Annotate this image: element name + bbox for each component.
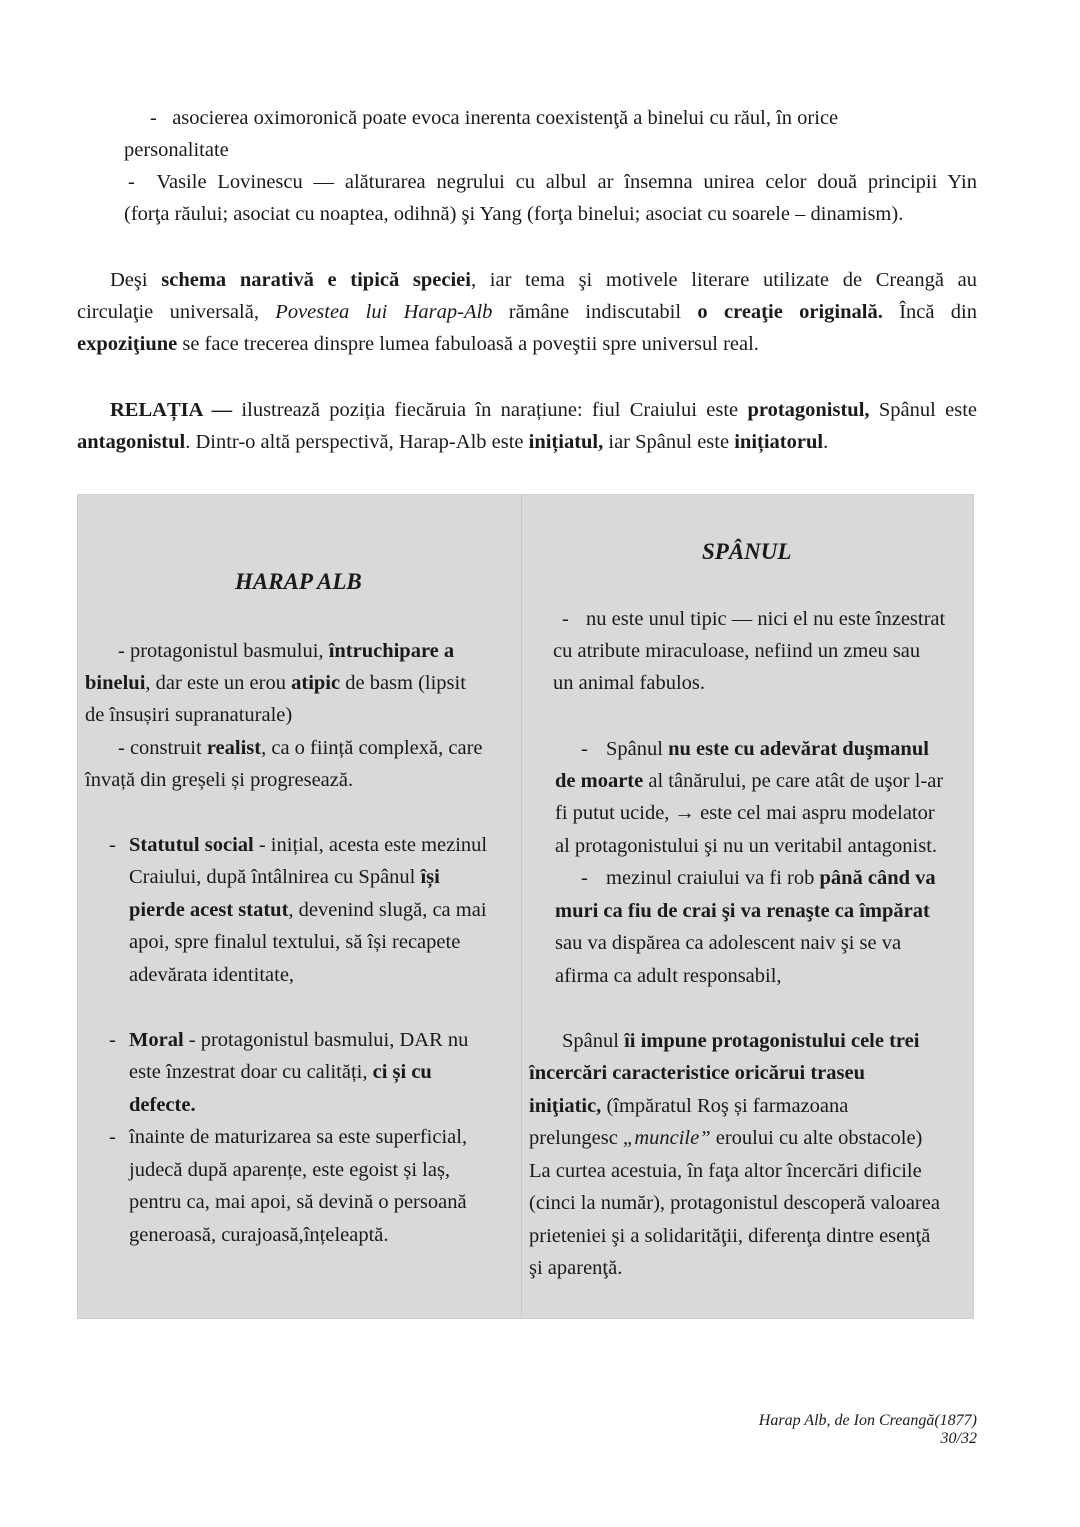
left-intro-line-5: învață din greșeli și progresează. [85, 769, 354, 791]
footer-document-title: Harap Alb, de Ion Creangă(1877) [758, 1412, 977, 1429]
incercari-line-4 [529, 1122, 922, 1155]
text: se face trecerea dinspre lumea fabuloasă a poveştii spre universul real. [177, 333, 759, 355]
bold-text: atipic [291, 672, 341, 694]
column-title-spanul: SPÂNUL [702, 539, 792, 564]
moral-line-3 [129, 1089, 196, 1122]
column-title-harap-alb: HARAP ALB [235, 569, 362, 594]
tipic-line-2: cu atribute miraculoase, nefiind un zmeu sau [553, 640, 921, 662]
dash-marker: - [128, 171, 135, 193]
mezin-line-2 [555, 895, 930, 928]
bullet-lovinescu-cont: (forţa răului; asociat cu noaptea, odihnă) şi Yang (forţa binelui; asociat cu soarele – dinamism). [124, 203, 904, 225]
bold-text: pierde acest statut [129, 899, 289, 921]
dusman-line-4: al protagonistului şi nu un veritabil antagonist. [555, 835, 938, 857]
dusman-dash: - [581, 738, 588, 760]
bold-text: realist [206, 737, 262, 759]
incercari-line-1 [562, 1025, 919, 1058]
dusman-line-1 [606, 733, 929, 766]
bold-text: o creaţie originală. [697, 301, 883, 323]
incercari-line-5: La curtea acestuia, în faţa altor încercări dificile [529, 1160, 922, 1182]
moral-dash: - [109, 1029, 116, 1051]
text: rămâne indiscutabil [492, 301, 698, 323]
bold-heading: RELAȚIA — [110, 399, 233, 421]
dash-marker: - [150, 107, 157, 129]
bullet-lovinescu [128, 166, 977, 198]
paragraph-relatia-line-1 [110, 394, 977, 426]
text: (împăratul Roş și farmazoana [601, 1095, 849, 1117]
statut-line-2 [129, 861, 440, 894]
text: al tânărului, pe care atât de uşor l-ar [643, 770, 944, 792]
text: . Dintr-o altă perspectivă, Harap-Alb este [185, 431, 529, 453]
tipic-line-3: un animal fabulos. [553, 672, 706, 694]
italic-title: Povestea lui Harap-Alb [275, 301, 493, 323]
text: Spânul este [869, 399, 977, 421]
statut-line-1 [129, 829, 487, 862]
dusman-line-3: fi putut ucide, → este cel mai aspru modelator [555, 802, 935, 824]
bold-text: inițiatul, [528, 431, 604, 453]
text: , iar tema şi motivele literare utilizate de Creangă au [470, 269, 978, 291]
bold-text: încercări caracteristice oricărui traseu [529, 1062, 865, 1084]
paragraph-schema-line-3 [77, 328, 759, 360]
paragraph-schema-line-2 [77, 296, 977, 328]
bold-text: Statutul social [129, 834, 254, 856]
incercari-line-3 [529, 1090, 848, 1123]
text: eroului cu alte obstacole) [710, 1127, 923, 1149]
bold-text: iniţiatic, [529, 1095, 602, 1117]
bold-text: schema narativă e tipică speciei [161, 269, 471, 291]
maturizare-line-3: pentru ca, mai apoi, să devină o persoană [129, 1191, 467, 1213]
bold-text: de moarte [555, 770, 644, 792]
text: Spânul [562, 1030, 625, 1052]
text: Craiului, după întâlnirea cu Spânul [129, 866, 421, 888]
statut-line-4: apoi, spre finalul textului, să își recapete [129, 931, 461, 953]
text: ilustrează poziția fiecăruia în narațiune: fiul Craiului este [232, 399, 748, 421]
left-intro-line-2 [85, 667, 466, 700]
incercari-line-8: şi aparenţă. [529, 1257, 623, 1279]
bold-text: antagonistul [77, 431, 186, 453]
maturizare-line-4: generoasă, curajoasă,înțeleaptă. [129, 1224, 389, 1246]
text: , devenind slugă, ca mai [288, 899, 487, 921]
text: mezinul craiului va fi rob [606, 867, 820, 889]
incercari-line-6: (cinci la număr), protagonistul descoperă valoarea [529, 1192, 940, 1214]
bold-text: întruchipare a [328, 640, 455, 662]
text: - construit [118, 737, 207, 759]
bold-text: defecte. [129, 1094, 196, 1116]
mezin-dash: - [581, 867, 588, 889]
text: - protagonistul basmului, DAR nu [183, 1029, 469, 1051]
bold-text: își [420, 866, 440, 888]
bold-text: îi impune protagonistului cele trei [624, 1030, 920, 1052]
mezin-line-3: sau va dispărea ca adolescent naiv şi se va [555, 932, 902, 954]
paragraph-relatia-line-2 [77, 426, 828, 458]
statut-dash: - [109, 834, 116, 856]
maturizare-dash: - [109, 1126, 116, 1148]
bullet-oximoron [150, 102, 838, 134]
maturizare-line-2: judecă după aparențe, este egoist și laș, [129, 1159, 451, 1181]
left-intro-line-1 [118, 635, 454, 668]
bold-text: nu este cu adevărat duşmanul [668, 738, 929, 760]
comparison-table [77, 494, 974, 1319]
mezin-line-1 [606, 862, 936, 895]
text: , dar este un erou [145, 672, 292, 694]
bold-text: expoziţiune [77, 333, 178, 355]
moral-line-1 [129, 1024, 468, 1057]
text: - protagonistul basmului, [118, 640, 329, 662]
bold-text: până când va [819, 867, 936, 889]
statut-line-5: adevărata identitate, [129, 964, 295, 986]
italic-quote: „muncile” [622, 1127, 711, 1149]
maturizare-line-1: înainte de maturizarea sa este superficial, [129, 1126, 468, 1148]
paragraph-schema-line-1 [110, 264, 977, 296]
text: Încă din [882, 301, 977, 323]
moral-line-2 [129, 1056, 432, 1089]
bullet-text: Vasile Lovinescu — alăturarea negrului cu albul ar însemna unirea celor două principii Yin [156, 171, 977, 193]
bold-text: ci și cu [372, 1061, 432, 1083]
dusman-line-2 [555, 765, 943, 798]
text: circulaţie universală, [77, 301, 276, 323]
tipic-dash: - [562, 608, 569, 630]
bold-text: inițiatorul [734, 431, 824, 453]
bold-text: binelui [85, 672, 146, 694]
text: Spânul [606, 738, 669, 760]
text: . [823, 431, 829, 453]
text: prelungesc [529, 1127, 623, 1149]
text: iar Spânul este [603, 431, 735, 453]
bullet-text: asocierea oximoronică poate evoca inerenta coexistenţă a binelui cu răul, în orice [172, 107, 839, 129]
bullet-oximoron-cont: personalitate [124, 139, 229, 161]
text: , ca o ființă complexă, care [261, 737, 483, 759]
left-intro-line-4 [118, 732, 483, 765]
text: Deşi [110, 269, 162, 291]
text: - inițial, acesta este mezinul [253, 834, 488, 856]
mezin-line-4: afirma ca adult responsabil, [555, 965, 782, 987]
statut-line-3 [129, 894, 487, 927]
text: este înzestrat doar cu calități, [129, 1061, 373, 1083]
bold-text: protagonistul, [747, 399, 870, 421]
text: de basm (lipsit [340, 672, 466, 694]
incercari-line-2 [529, 1057, 865, 1090]
footer-page-number: 30/32 [940, 1430, 977, 1447]
column-divider [521, 495, 522, 1318]
left-intro-line-3: de însușiri supranaturale) [85, 704, 293, 726]
incercari-line-7: prieteniei şi a solidarităţii, diferenţa dintre esenţă [529, 1225, 931, 1247]
bold-text: muri ca fiu de crai şi va renaşte ca împărat [555, 900, 930, 922]
bold-text: Moral [129, 1029, 184, 1051]
tipic-line-1: nu este unul tipic — nici el nu este înzestrat [586, 608, 946, 630]
